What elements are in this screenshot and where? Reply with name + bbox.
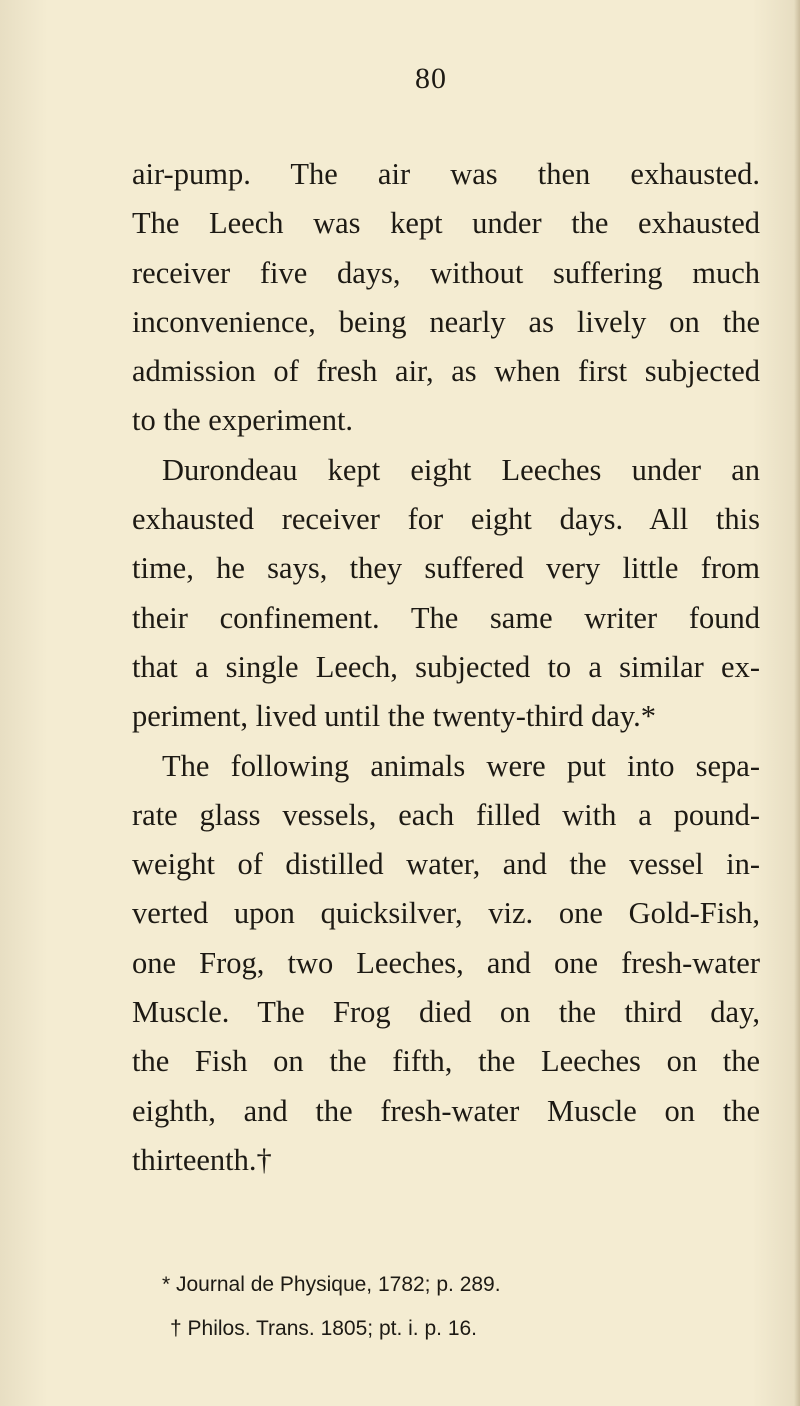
text-line: to the experiment. <box>132 403 354 438</box>
text-line: one Frog, two Leeches, and one fresh-water <box>132 945 760 980</box>
text-line: inconvenience, being nearly as lively on the <box>132 304 760 339</box>
text-line: air-pump. The air was then exhausted. <box>132 157 760 191</box>
footnote: * Journal de Physique, 1782; p. 289. <box>162 1273 501 1296</box>
text-line: The Leech was kept under the exhausted <box>132 206 760 241</box>
footnote: † Philos. Trans. 1805; pt. i. p. 16. <box>170 1317 478 1340</box>
text-line: rate glass vessels, each filled with a pound- <box>132 797 760 832</box>
footnotes <box>0 1263 800 1351</box>
text-line: periment, lived until the twenty-third day.* <box>132 699 657 734</box>
text-line: their confinement. The same writer found <box>132 600 760 635</box>
text-line: receiver five days, without suffering much <box>132 255 760 290</box>
text-line: verted upon quicksilver, viz. one Gold-Fish, <box>132 896 760 931</box>
text-line: exhausted receiver for eight days. All this <box>132 502 760 537</box>
page-edge-shadow <box>794 0 800 1406</box>
body-text <box>132 150 760 1185</box>
text-line: admission of fresh air, as when first subjected <box>132 354 760 389</box>
text-line: The following animals were put into sepa- <box>162 748 760 783</box>
text-line: that a single Leech, subjected to a similar ex- <box>132 649 760 684</box>
text-line: Muscle. The Frog died on the third day, <box>132 995 760 1030</box>
text-line: time, he says, they suffered very little from <box>132 551 760 586</box>
page-number: 80 <box>415 62 447 95</box>
text-line: the Fish on the fifth, the Leeches on the <box>132 1044 760 1079</box>
text-line: thirteenth.† <box>132 1142 272 1177</box>
text-line: weight of distilled water, and the vessel in- <box>132 847 760 882</box>
text-line: Durondeau kept eight Leeches under an <box>162 452 760 487</box>
text-line: eighth, and the fresh-water Muscle on the <box>132 1093 760 1128</box>
